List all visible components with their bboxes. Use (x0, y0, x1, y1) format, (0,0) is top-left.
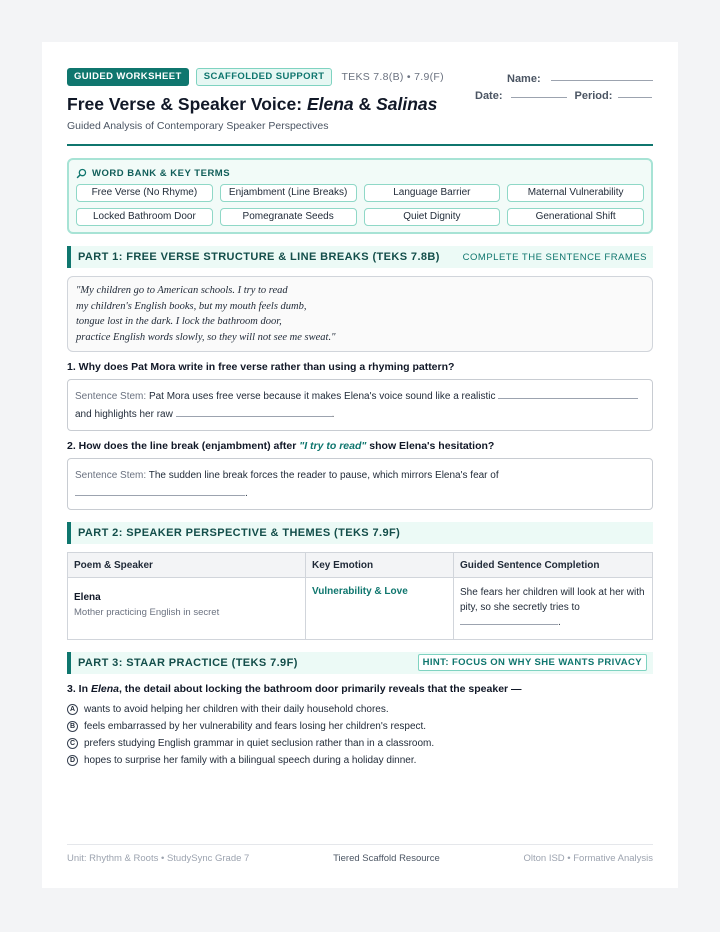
quote-line: practice English words slowly, so they will not see me sweat." (76, 331, 336, 343)
term-chip: Locked Bathroom Door (76, 208, 213, 226)
part1-title: PART 1: FREE VERSE STRUCTURE & LINE BREAKS (TEKS 7.8B) (78, 251, 440, 263)
answer-option-b[interactable] (67, 718, 653, 735)
answer-option-a[interactable] (67, 701, 653, 718)
quote-line: tongue lost in the dark. I lock the bathroom door, (76, 316, 282, 327)
page-title: Free Verse & Speaker Voice: Elena & Salinas (67, 94, 438, 114)
name-field[interactable] (551, 80, 653, 81)
table-header-row (68, 553, 653, 578)
stem-label: Sentence Stem: (75, 470, 147, 481)
answer-blank[interactable] (75, 486, 245, 496)
header-divider (67, 144, 653, 146)
term-chip: Quiet Dignity (364, 208, 501, 226)
option-text: hopes to surprise her family with a bilingual speech during a holiday dinner. (84, 754, 417, 766)
word-bank-heading: WORD BANK & KEY TERMS (92, 167, 231, 179)
stem-label: Sentence Stem: (75, 391, 147, 402)
worksheet-page (42, 42, 678, 888)
footer-district: Olton ISD • Formative Analysis (523, 853, 653, 864)
term-chip: Free Verse (No Rhyme) (76, 184, 213, 202)
part1-header (67, 246, 653, 268)
column-header: Key Emotion (306, 553, 454, 578)
poem-excerpt (67, 276, 653, 352)
guided-worksheet-badge: GUIDED WORKSHEET (67, 68, 189, 86)
word-bank (67, 158, 653, 234)
column-header: Poem & Speaker (68, 553, 306, 578)
quote-line: my children's English books, but my mouth feels dumb, (76, 300, 307, 312)
option-bubble[interactable]: C (67, 738, 78, 749)
option-text: prefers studying English grammar in quiet seclusion rather than in a classroom. (84, 737, 435, 749)
page-subtitle: Guided Analysis of Contemporary Speaker Perspectives (67, 120, 329, 132)
part2-header (67, 522, 653, 544)
sentence-stem-2: Sentence Stem: The sudden line break forces the reader to pause, which mirrors Elena's fear of . (67, 458, 653, 510)
answer-blank[interactable] (460, 615, 558, 625)
period-label: Period: (574, 90, 613, 102)
date-label: Date: (475, 90, 503, 102)
speaker-perspective-table (67, 552, 653, 640)
table-row (68, 578, 653, 640)
term-chip: Generational Shift (507, 208, 644, 226)
question-2: 2. How does the line break (enjambment) after "I try to read" show Elena's hesitation? (67, 440, 495, 452)
option-text: wants to avoid helping her children with their daily household chores. (84, 703, 389, 715)
question-3: 3. In Elena, the detail about locking the bathroom door primarily reveals that the speaker — (67, 682, 522, 695)
footer-resource: Tiered Scaffold Resource (333, 853, 440, 864)
hint-badge: HINT: FOCUS ON WHY SHE WANTS PRIVACY (418, 654, 647, 671)
term-chip: Language Barrier (364, 184, 501, 202)
part2-title: PART 2: SPEAKER PERSPECTIVE & THEMES (TEKS 7.9F) (78, 527, 401, 539)
option-text: feels embarrassed by her vulnerability and fears losing her children's respect. (84, 720, 427, 732)
name-label: Name: (507, 73, 541, 85)
teks-label: TEKS 7.8(B) • 7.9(F) (341, 71, 444, 83)
date-field[interactable] (511, 97, 567, 98)
worksheet-header (67, 68, 653, 138)
period-field[interactable] (618, 97, 652, 98)
option-bubble[interactable]: A (67, 704, 78, 715)
part3-header (67, 652, 653, 674)
sentence-stem-1: Sentence Stem: Pat Mora uses free verse because it makes Elena's voice sound like a realistic and highlights her raw . (67, 379, 653, 431)
answer-blank[interactable] (176, 407, 332, 417)
part1-instruction: COMPLETE THE SENTENCE FRAMES (462, 251, 647, 263)
part3-title: PART 3: STAAR PRACTICE (TEKS 7.9F) (78, 656, 298, 669)
question-1: 1. Why does Pat Mora write in free verse rather than using a rhyming pattern? (67, 361, 455, 373)
poem-speaker-cell (68, 578, 306, 640)
option-bubble[interactable]: B (67, 721, 78, 732)
speaker-description: Mother practicing English in secret (74, 607, 220, 618)
answer-option-c[interactable] (67, 735, 653, 752)
answer-blank[interactable] (498, 389, 638, 399)
footer-unit: Unit: Rhythm & Roots • StudySync Grade 7 (67, 853, 250, 864)
completion-cell: She fears her children will look at her with pity, so she secretly tries to . (454, 578, 653, 640)
page-footer (67, 844, 653, 864)
answer-options (67, 701, 653, 769)
column-header: Guided Sentence Completion (454, 553, 653, 578)
option-bubble[interactable]: D (67, 755, 78, 766)
term-chip: Enjambment (Line Breaks) (220, 184, 357, 202)
student-info-fields (475, 68, 653, 102)
completion-text: She fears her children will look at her with pity, so she secretly tries to (460, 587, 645, 613)
key-emotion: Vulnerability & Love (312, 586, 408, 597)
term-chip: Pomegranate Seeds (220, 208, 357, 226)
quote-line: "My children go to American schools. I try to read (76, 285, 288, 296)
answer-option-d[interactable] (67, 752, 653, 769)
term-chip: Maternal Vulnerability (507, 184, 644, 202)
scaffolded-support-badge: SCAFFOLDED SUPPORT (196, 68, 333, 86)
poem-name: Elena (74, 592, 101, 603)
magnifier-icon (76, 168, 87, 179)
emotion-cell (306, 578, 454, 640)
